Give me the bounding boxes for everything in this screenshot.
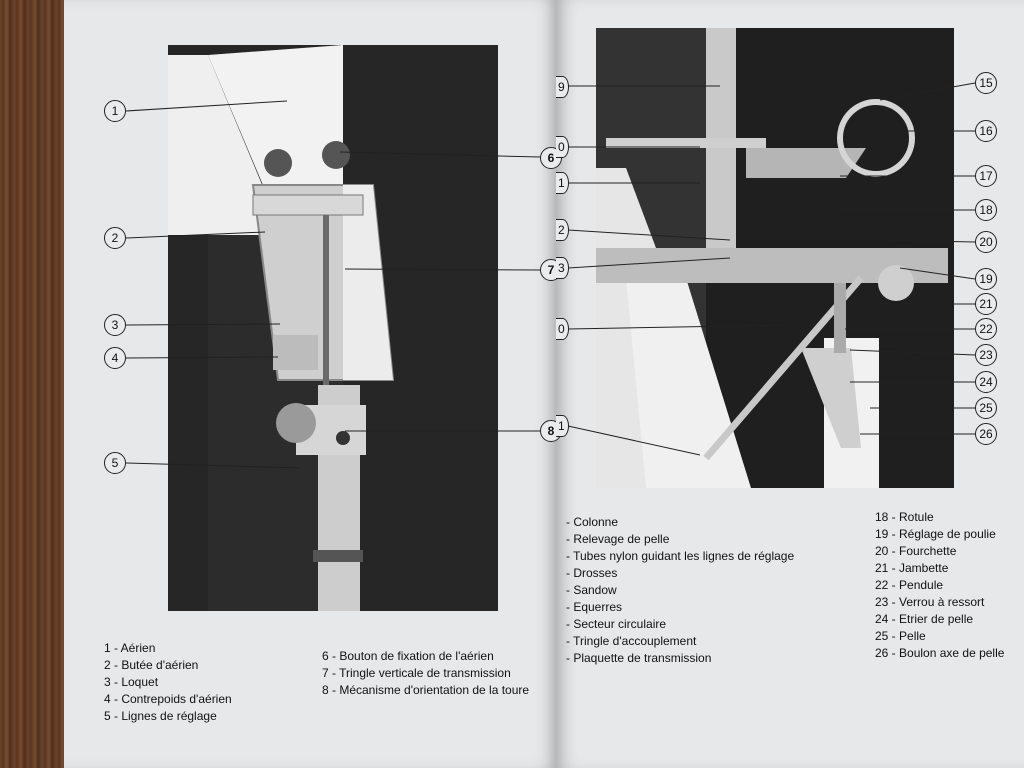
callout-partial-12: 2 <box>556 219 569 241</box>
callout-3: 3 <box>104 314 126 336</box>
callout-4: 4 <box>104 347 126 369</box>
legend-item: - Colonne <box>566 515 619 529</box>
callout-26: 26 <box>975 423 997 445</box>
legend-item: 7 - Tringle verticale de transmission <box>322 666 511 680</box>
left-legend-column-2 <box>322 648 529 699</box>
wooden-table-edge <box>0 0 70 768</box>
callout-partial-9: 9 <box>556 76 569 98</box>
callout-23: 23 <box>975 344 997 366</box>
callout-16: 16 <box>975 120 997 142</box>
callout-1: 1 <box>104 100 126 122</box>
callout-7: 7 <box>540 259 562 281</box>
legend-item: 19 - Réglage de poulie <box>875 527 996 541</box>
callout-25: 25 <box>975 397 997 419</box>
callout-partial-17: 1 <box>556 415 569 437</box>
legend-item: 18 - Rotule <box>875 510 934 524</box>
legend-item: - Secteur circulaire <box>566 617 667 631</box>
callout-17: 17 <box>975 165 997 187</box>
legend-item: - Tubes nylon guidant les lignes de réglage <box>566 549 795 563</box>
legend-item: 1 - Aérien <box>104 641 156 655</box>
callout-2: 2 <box>104 227 126 249</box>
legend-item: 26 - Boulon axe de pelle <box>875 646 1005 660</box>
right-photo-illustration <box>596 28 954 488</box>
callout-8: 8 <box>540 420 562 442</box>
callout-partial-11: 1 <box>556 172 569 194</box>
right-legend-column-1 <box>566 514 794 667</box>
callout-15: 15 <box>975 72 997 94</box>
right-photo-mechanism <box>596 28 954 488</box>
callout-22: 22 <box>975 318 997 340</box>
callout-20: 20 <box>975 231 997 253</box>
callout-24: 24 <box>975 371 997 393</box>
legend-item: 6 - Bouton de fixation de l'aérien <box>322 649 494 663</box>
legend-item: - Sandow <box>566 583 617 597</box>
callout-19: 19 <box>975 268 997 290</box>
legend-item: - Tringle d'accouplement <box>566 634 697 648</box>
legend-item: 20 - Fourchette <box>875 544 957 558</box>
legend-item: 3 - Loquet <box>104 675 159 689</box>
callout-21: 21 <box>975 293 997 315</box>
legend-item: 22 - Pendule <box>875 578 944 592</box>
left-photo-illustration <box>168 45 498 611</box>
legend-item: 23 - Verrou à ressort <box>875 595 985 609</box>
legend-item: 8 - Mécanisme d'orientation de la toure <box>322 683 530 697</box>
right-legend-column-2 <box>875 509 1004 662</box>
callout-18: 18 <box>975 199 997 221</box>
callout-partial-13: 3 <box>556 257 569 279</box>
callout-6: 6 <box>540 147 562 169</box>
legend-item: 24 - Etrier de pelle <box>875 612 974 626</box>
legend-item: 25 - Pelle <box>875 629 926 643</box>
left-legend-column-1 <box>104 640 232 725</box>
legend-item: 2 - Butée d'aérien <box>104 658 199 672</box>
legend-item: - Equerres <box>566 600 623 614</box>
legend-item: 21 - Jambette <box>875 561 949 575</box>
legend-item: - Relevage de pelle <box>566 532 670 546</box>
callout-partial-14: 0 <box>556 318 569 340</box>
legend-item: 4 - Contrepoids d'aérien <box>104 692 232 706</box>
callout-partial-10: 0 <box>556 136 569 158</box>
legend-item: 5 - Lignes de réglage <box>104 709 217 723</box>
left-photo-wind-vane <box>168 45 498 611</box>
callout-5: 5 <box>104 452 126 474</box>
legend-item: - Plaquette de transmission <box>566 651 712 665</box>
legend-item: - Drosses <box>566 566 618 580</box>
